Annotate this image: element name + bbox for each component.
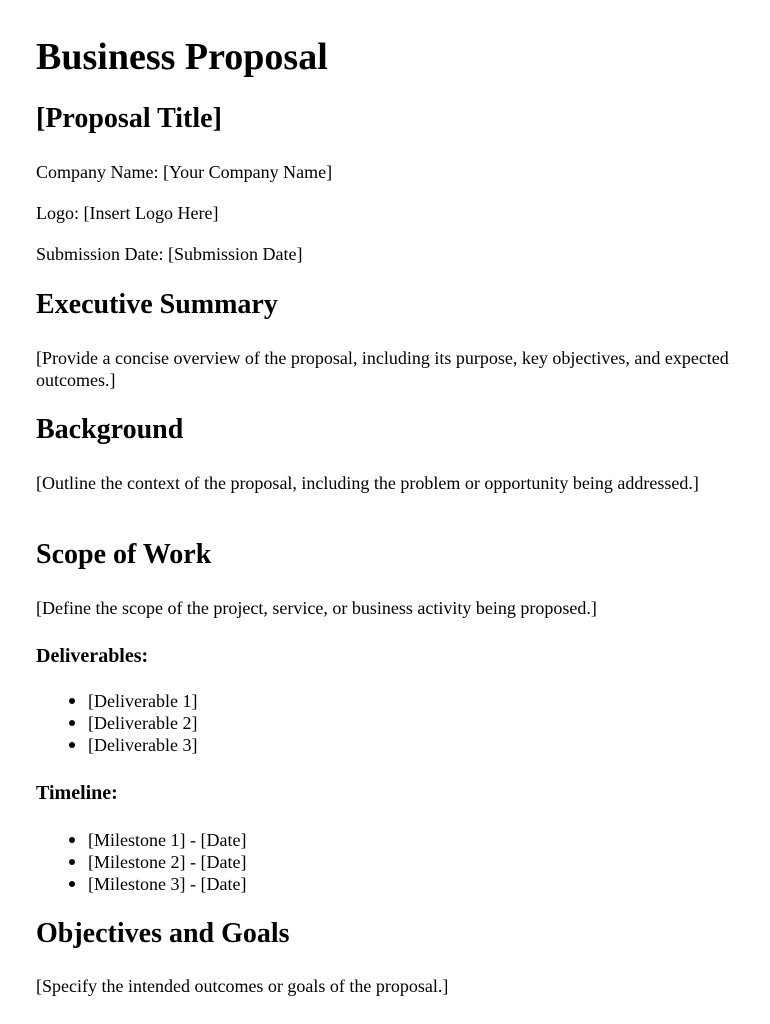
milestone-item: [Milestone 2] - [Date] xyxy=(88,852,247,872)
milestone-item: [Milestone 3] - [Date] xyxy=(88,874,247,894)
objectives-heading: Objectives and Goals xyxy=(36,918,290,949)
executive-summary-heading: Executive Summary xyxy=(36,289,278,320)
deliverables-heading: Deliverables: xyxy=(36,645,149,667)
deliverables-list xyxy=(36,690,197,756)
scope-of-work-text: [Define the scope of the project, service, or business activity being proposed.] xyxy=(36,598,597,618)
document-title: Business Proposal xyxy=(36,36,328,78)
deliverable-item: [Deliverable 2] xyxy=(88,713,198,733)
background-heading: Background xyxy=(36,414,184,445)
proposal-title-heading: [Proposal Title] xyxy=(36,103,222,134)
timeline-heading: Timeline: xyxy=(36,782,118,804)
executive-summary-text: [Provide a concise overview of the proposal, including its purpose, key objectives, and expected outcomes.] xyxy=(36,348,729,390)
timeline-list xyxy=(36,829,246,895)
scope-of-work-heading: Scope of Work xyxy=(36,539,212,570)
deliverable-item: [Deliverable 1] xyxy=(88,691,198,711)
logo-line: Logo: [Insert Logo Here] xyxy=(36,203,219,223)
objectives-text: [Specify the intended outcomes or goals of the proposal.] xyxy=(36,976,449,996)
background-text: [Outline the context of the proposal, including the problem or opportunity being addressed.] xyxy=(36,473,699,493)
deliverable-item: [Deliverable 3] xyxy=(88,735,198,755)
company-name-line: Company Name: [Your Company Name] xyxy=(36,162,333,182)
submission-date-line: Submission Date: [Submission Date] xyxy=(36,244,303,264)
milestone-item: [Milestone 1] - [Date] xyxy=(88,830,247,850)
